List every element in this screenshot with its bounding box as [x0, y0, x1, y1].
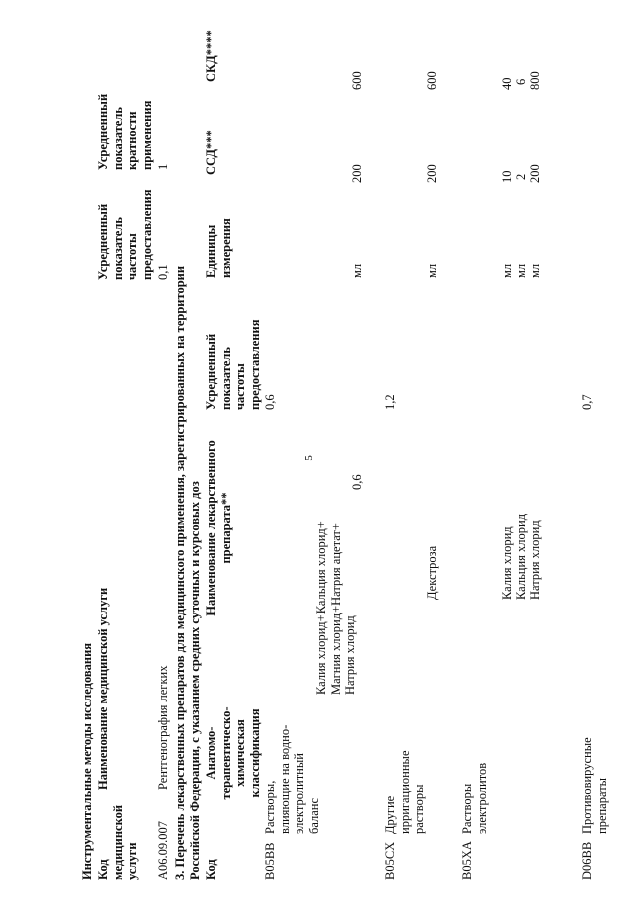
drug-skd: 6: [514, 78, 528, 85]
instrumental-row-name: Рентгенография легких: [156, 665, 170, 790]
drug-ssd: 200: [350, 164, 364, 183]
instrumental-row-code: A06.09.007: [156, 820, 170, 880]
page-number: 5: [302, 455, 315, 461]
row-code: B05CX: [383, 841, 397, 880]
instrumental-col-name: Наименование медицинской услуги: [96, 587, 110, 790]
row-group-freq: 0,6: [263, 394, 277, 410]
row-atc: Растворы, влияющие на водно- электролитный баланс: [263, 724, 321, 834]
row-group-freq: 0,7: [580, 394, 594, 410]
drug-unit: мл: [425, 263, 439, 278]
row-atc: Другие ирригационные растворы: [383, 750, 426, 834]
drug-skd: 600: [350, 71, 364, 90]
row-group-freq: 1,2: [383, 394, 397, 410]
instrumental-col-mult: Усредненный показатель кратности применения: [96, 93, 154, 170]
drug-name: Калия хлорид: [500, 526, 514, 600]
section3-col-atc: Анатомо- терапевтическо- химическая классификация: [204, 706, 262, 800]
drug-unit: мл: [350, 263, 364, 278]
instrumental-col-code: Код медицинской услуги: [96, 804, 139, 880]
drug-ssd: 200: [528, 164, 542, 183]
section3-col-unit: Единицы измерения: [204, 218, 233, 278]
section3-heading-line2: Российской Федерации, с указанием средних суточных и курсовых доз: [188, 481, 202, 880]
section3-col-skd: СКД****: [204, 30, 218, 82]
drug-skd: 40: [500, 77, 514, 90]
drug-name: Декстроза: [425, 545, 439, 600]
drug-name: Калия хлорид+Кальция хлорид+ Магния хлорид+Натрия ацетат+ Натрия хлорид: [314, 521, 357, 695]
drug-name: Кальция хлорид: [514, 513, 528, 600]
drug-ssd: 2: [514, 173, 528, 180]
section3-heading-line1: 3. Перечень лекарственных препаратов для медицинского применения, зарегистрированных на территории: [173, 265, 187, 880]
drug-unit: мл: [500, 263, 514, 278]
section3-col-ssd: ССД***: [204, 130, 218, 175]
drug-ssd: 10: [500, 170, 514, 183]
drug-freq: 0,6: [350, 474, 364, 490]
drug-unit: мл: [514, 263, 528, 278]
drug-name: Натрия хлорид: [528, 520, 542, 600]
drug-skd: 600: [425, 71, 439, 90]
drug-unit: мл: [528, 263, 542, 278]
section3-col-drug: Наименование лекарственного препарата**: [204, 440, 233, 616]
row-atc: Растворы электролитов: [460, 762, 489, 834]
drug-skd: 800: [528, 71, 542, 90]
section3-col-code: Код: [204, 859, 218, 880]
instrumental-row-mult: 1: [156, 163, 170, 170]
row-code: B05XA: [460, 841, 474, 880]
instrumental-row-freq: 0,1: [156, 264, 170, 280]
drug-ssd: 200: [425, 164, 439, 183]
row-atc: Противовирусные препараты: [580, 737, 609, 834]
instrumental-heading: Инструментальные методы исследования: [80, 642, 94, 880]
section3-col-freq: Усредненный показатель частоты предоставления: [204, 319, 262, 410]
rotated-document-page: [80, 0, 640, 890]
row-code: B05BB: [263, 842, 277, 880]
instrumental-col-freq: Усредненный показатель частоты предоставления: [96, 189, 154, 280]
row-code: D06BB: [580, 841, 594, 880]
